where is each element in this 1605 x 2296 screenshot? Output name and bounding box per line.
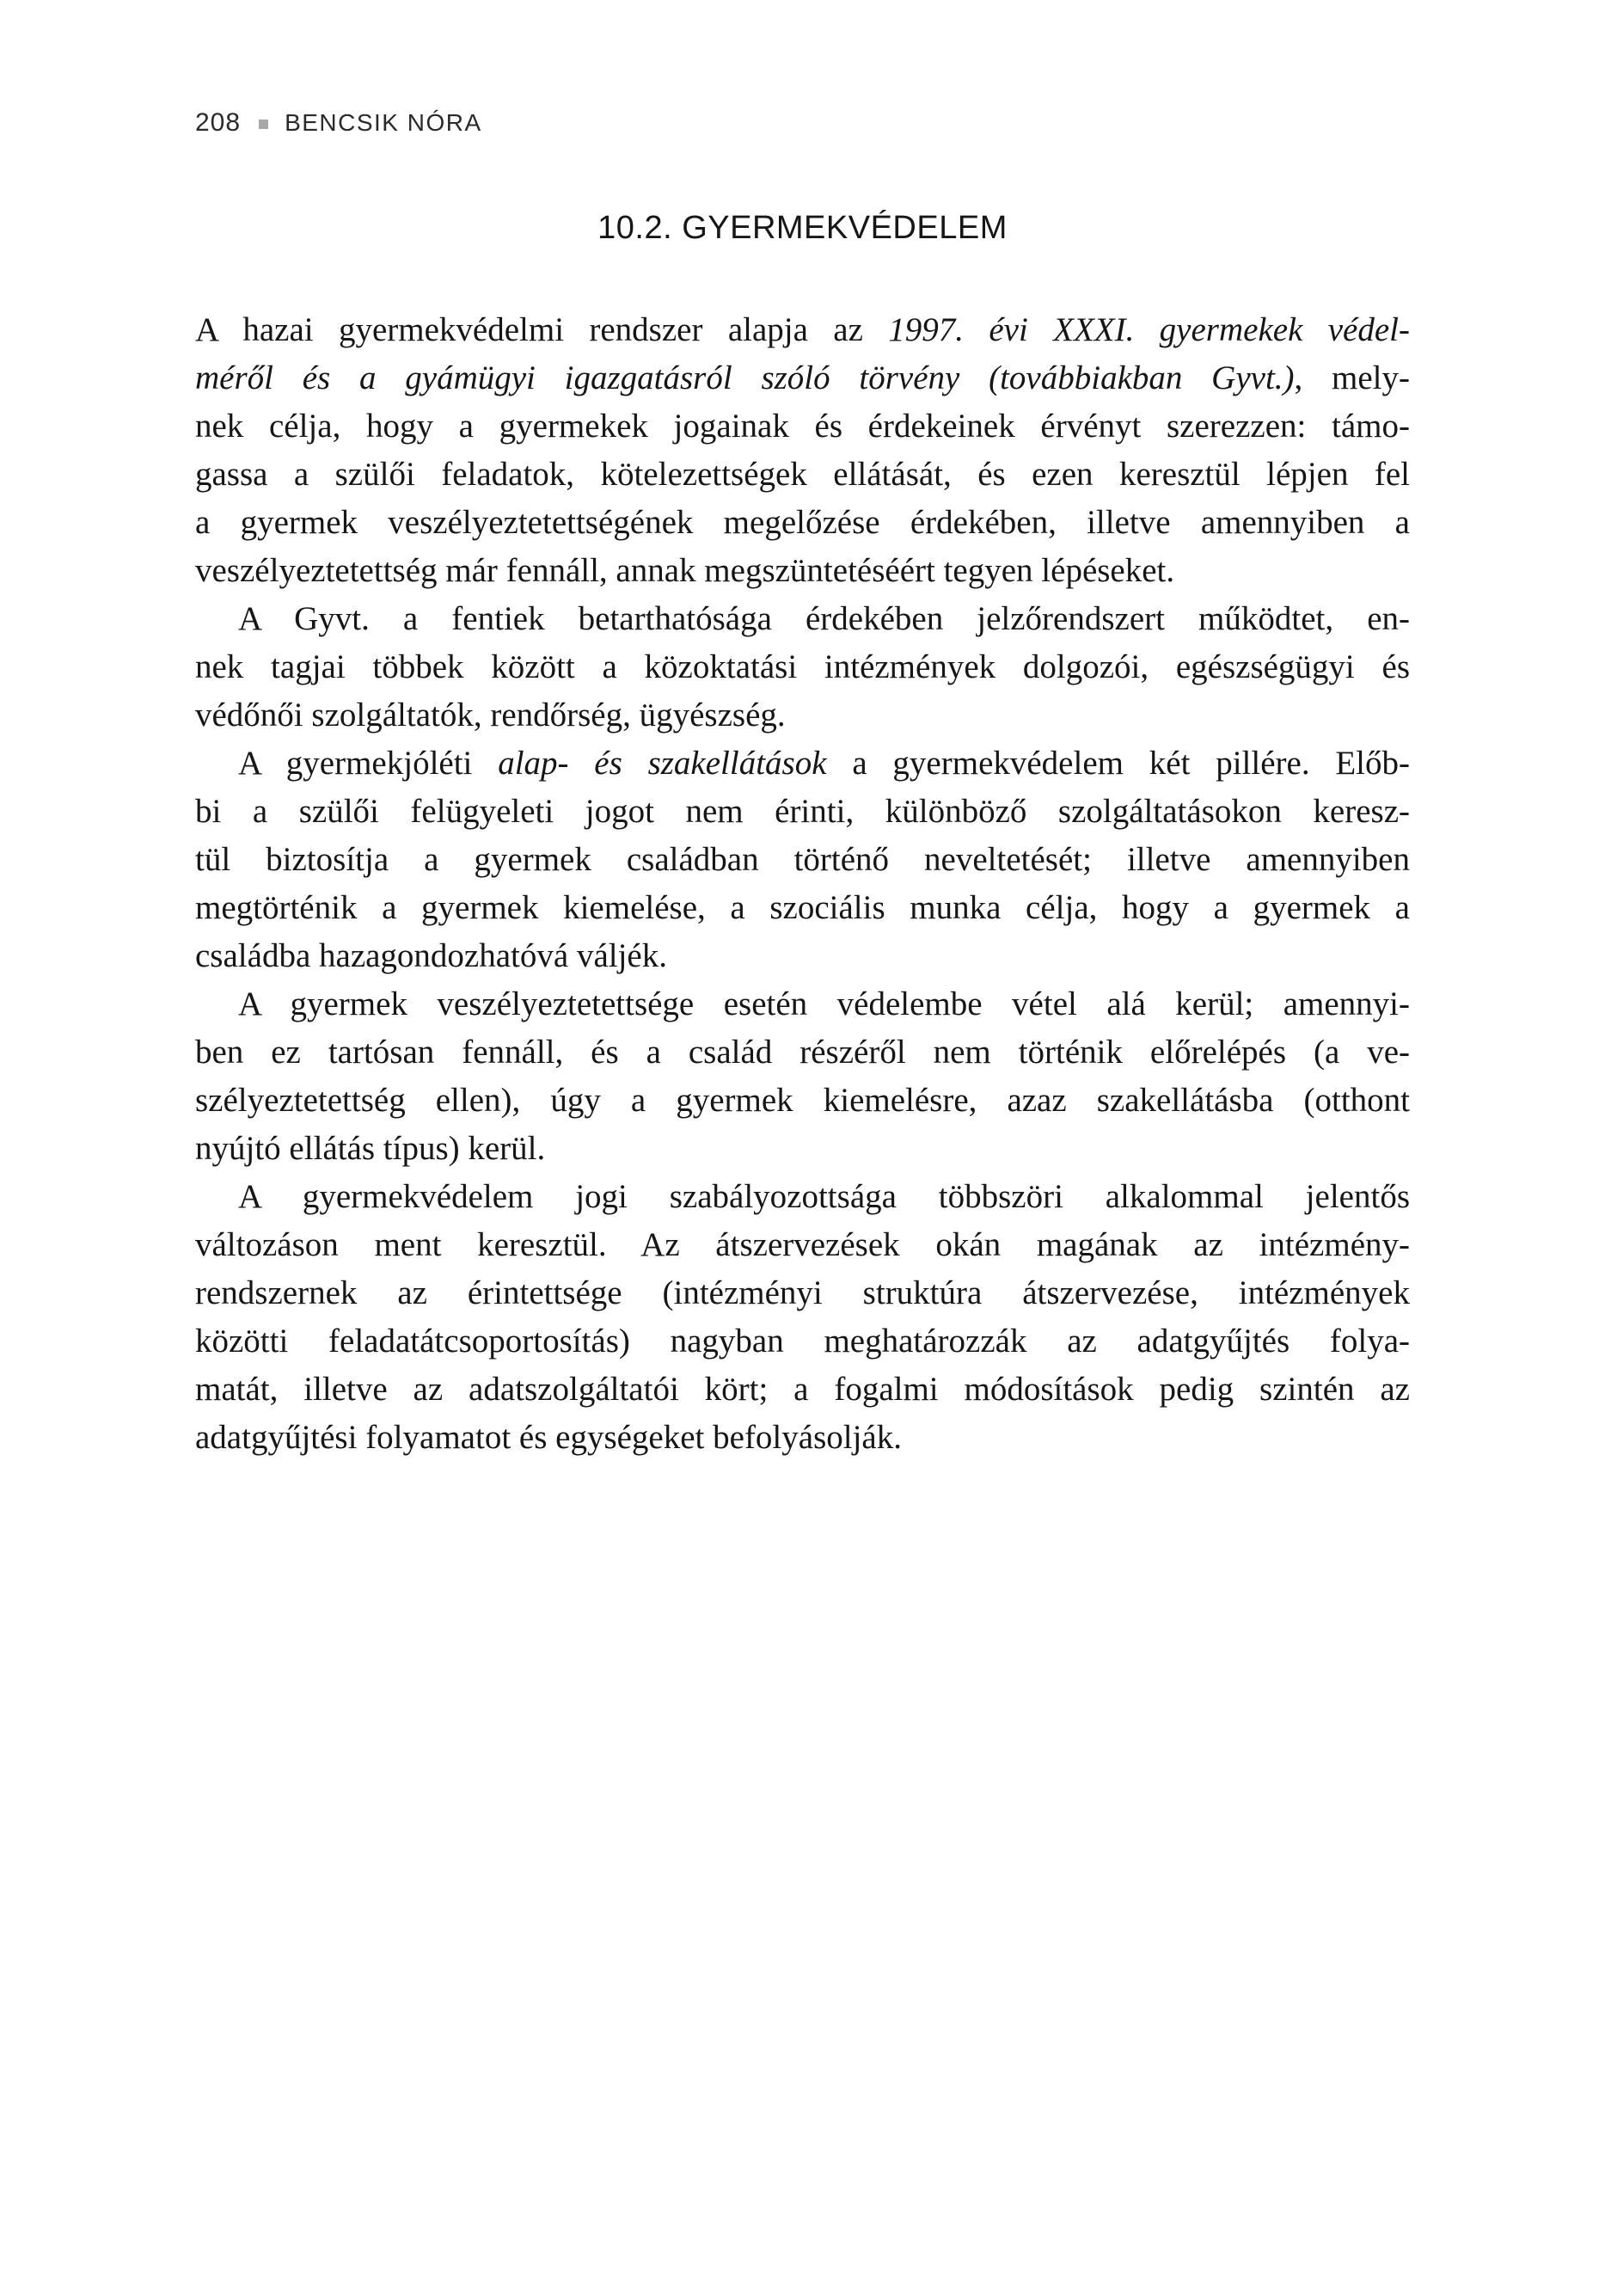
text-run: szélyeztetettség ellen), úgy a gyermek kiemelésre, azaz szakellátásba (otthont (195, 1082, 1410, 1119)
paragraph-line (195, 1173, 1410, 1221)
text-run: A gyermek veszélyeztetettsége esetén védelembe vétel alá kerül; amennyi- (238, 985, 1410, 1022)
running-header (195, 108, 482, 138)
separator-square-icon (259, 120, 268, 129)
text-run: védőnői szolgáltatók, rendőrség, ügyészség. (195, 697, 786, 734)
text-run: veszélyeztetettség már fennáll, annak megszüntetéséért tegyen lépéseket. (195, 552, 1175, 589)
paragraph-line (195, 451, 1410, 499)
running-author: BENCSIK NÓRA (285, 109, 482, 136)
text-run: A hazai gyermekvédelmi rendszer alapja az (195, 311, 889, 348)
paragraph-line (195, 1125, 1410, 1173)
paragraph-line (195, 1077, 1410, 1125)
text-run: nek tagjai többek között a közoktatási intézmények dolgozói, egészségügyi és (195, 648, 1410, 685)
text-run: családba hazagondozhatóvá váljék. (195, 937, 667, 974)
paragraph (195, 740, 1410, 980)
text-run: rendszernek az érintettsége (intézményi struktúra átszervezése, intézmények (195, 1274, 1410, 1311)
body-text (195, 306, 1410, 1462)
paragraph-line (195, 788, 1410, 836)
paragraph-line (195, 643, 1410, 691)
paragraph-line (195, 1221, 1410, 1269)
page-number: 208 (195, 108, 242, 137)
text-run: nyújtó ellátás típus) kerül. (195, 1130, 546, 1167)
paragraph-line (195, 932, 1410, 980)
paragraph-line (195, 884, 1410, 932)
text-run: A gyermekjóléti (238, 745, 499, 782)
paragraph-line (195, 1414, 1410, 1462)
text-run: , mely- (1294, 359, 1410, 396)
text-run: matát, illetve az adatszolgáltatói kört; a fogalmi módosítások pedig szintén az (195, 1371, 1410, 1408)
paragraph-line (195, 836, 1410, 884)
paragraph-line (195, 595, 1410, 643)
paragraph-line (195, 354, 1410, 402)
text-run: tül biztosítja a gyermek családban történő neveltetését; illetve amennyiben (195, 841, 1410, 878)
paragraph-line (195, 1028, 1410, 1077)
paragraph-line (195, 1366, 1410, 1414)
italic-text-run: méről és a gyámügyi igazgatásról szóló törvény (továbbiakban Gyvt.) (195, 359, 1295, 396)
paragraph-line (195, 306, 1410, 354)
text-run: a gyermek veszélyeztetettségének megelőzése érdekében, illetve amennyiben a (195, 504, 1410, 541)
text-run: közötti feladatátcsoportosítás) nagyban meghatározzák az adatgyűjtés folya- (195, 1323, 1410, 1360)
text-run: gassa a szülői feladatok, kötelezettségek ellátását, és ezen keresztül lépjen fel (195, 456, 1410, 493)
paragraph-line (195, 691, 1410, 740)
paragraph-line (195, 740, 1410, 788)
paragraph-line (195, 1317, 1410, 1366)
text-run: A Gyvt. a fentiek betarthatósága érdekében jelzőrendszert működtet, en- (238, 600, 1410, 637)
paragraph (195, 306, 1410, 595)
paragraph-line (195, 980, 1410, 1028)
text-run: nek célja, hogy a gyermekek jogainak és érdekeinek érvényt szerezzen: támo- (195, 408, 1410, 445)
paragraph (195, 980, 1410, 1173)
text-run: A gyermekvédelem jogi szabályozottsága többszöri alkalommal jelentős (238, 1178, 1410, 1215)
text-run: ben ez tartósan fennáll, és a család részéről nem történik előrelépés (a ve- (195, 1034, 1410, 1071)
paragraph-line (195, 547, 1410, 595)
italic-text-run: alap- és szakellátások (498, 745, 827, 782)
paragraph (195, 1173, 1410, 1462)
section-title: 10.2. GYERMEKVÉDELEM (597, 210, 1008, 246)
paragraph (195, 595, 1410, 740)
text-run: változáson ment keresztül. Az átszervezések okán magának az intézmény- (195, 1226, 1410, 1263)
text-run: a gyermekvédelem két pillére. Előb- (826, 745, 1410, 782)
text-run: bi a szülői felügyeleti jogot nem érinti, különböző szolgáltatásokon keresz- (195, 793, 1410, 830)
text-run: megtörténik a gyermek kiemelése, a szociális munka célja, hogy a gyermek a (195, 889, 1410, 926)
text-run: adatgyűjtési folyamatot és egységeket befolyásolják. (195, 1419, 902, 1456)
paragraph-line (195, 402, 1410, 451)
paragraph-line (195, 499, 1410, 547)
italic-text-run: 1997. évi XXXI. gyermekek védel- (888, 311, 1410, 348)
paragraph-line (195, 1269, 1410, 1317)
